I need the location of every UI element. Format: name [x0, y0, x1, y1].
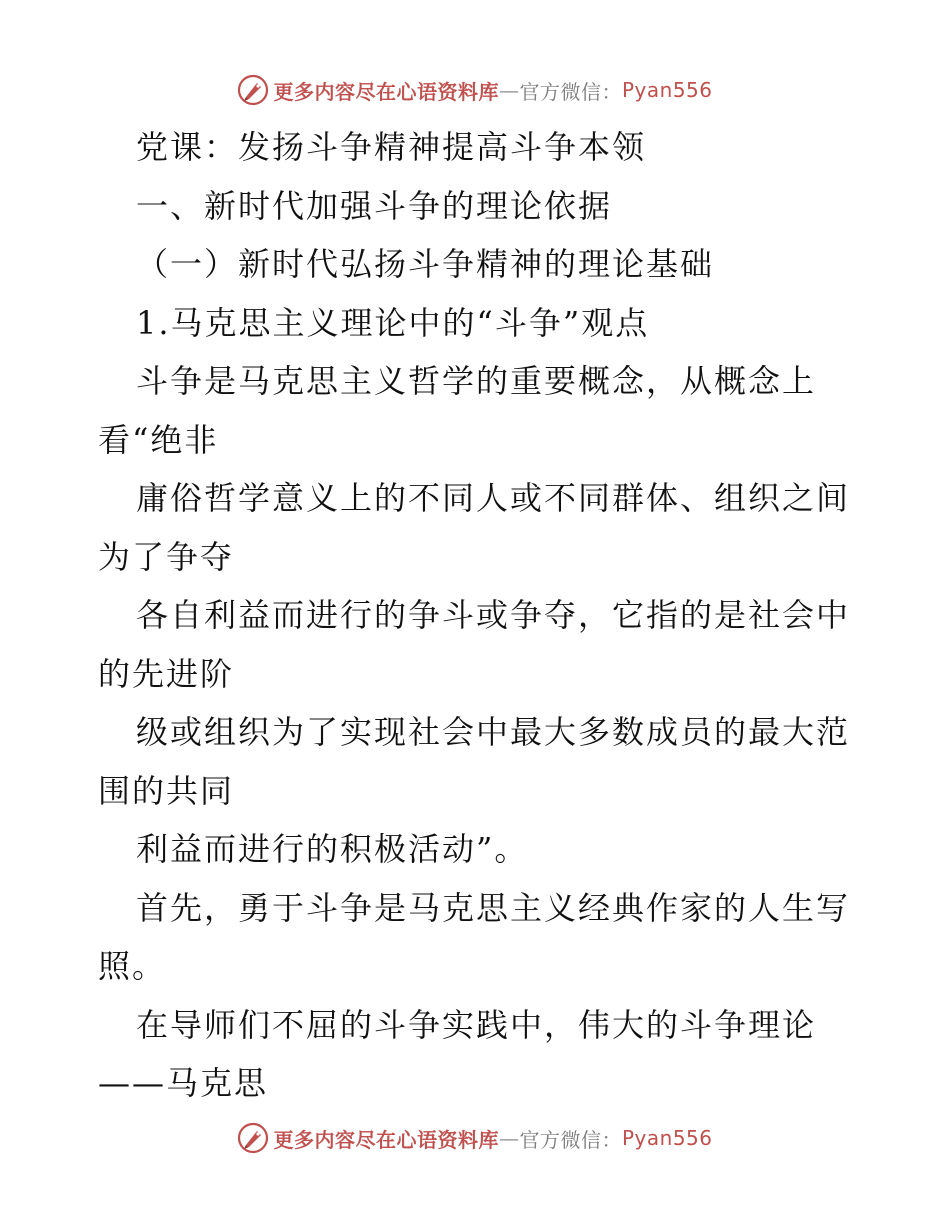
watermark-wechat-label: 官方微信： [519, 1127, 622, 1152]
subsection-heading: （一）新时代弘扬斗争精神的理论基础 [136, 245, 715, 283]
text-line: 看“绝非 [98, 420, 219, 459]
text-line: 利益而进行的积极活动”。 [136, 830, 529, 868]
text-line: 的先进阶 [98, 654, 235, 693]
text-line: 照。 [98, 947, 167, 985]
text-line: 庸俗哲学意义上的不同人或不同群体、组织之间 [136, 479, 851, 517]
text-line: 级或组织为了实现社会中最大多数成员的最大范 [136, 713, 851, 751]
watermark-wechat-id: Pyan556 [621, 78, 713, 102]
watermark-dash: — [498, 1126, 520, 1150]
text-line: 围的共同 [98, 771, 235, 810]
text-line: 在导师们不屈的斗争实践中，伟大的斗争理论 [136, 1005, 817, 1044]
watermark-wechat-label: 官方微信： [519, 79, 622, 104]
header-watermark [0, 70, 950, 110]
watermark-brand-text: 更多内容尽在心语资料库 [273, 1127, 499, 1152]
document-body [98, 118, 868, 1113]
text-line: 为了争夺 [98, 537, 235, 576]
watermark-dash: — [498, 78, 520, 102]
point-heading: 1.马克思主义理论中的“斗争”观点 [136, 303, 650, 342]
text-line: 首先，勇于斗争是马克思主义经典作家的人生写 [136, 888, 851, 927]
watermark-brand-text: 更多内容尽在心语资料库 [273, 79, 499, 104]
watermark-wechat-id: Pyan556 [621, 1126, 713, 1150]
pen-nib-logo-icon [237, 74, 269, 106]
document-title: 党课：发扬斗争精神提高斗争本领 [136, 128, 647, 166]
section-heading: 一、新时代加强斗争的理论依据 [136, 186, 613, 225]
text-line: ——马克思 [98, 1064, 269, 1102]
footer-watermark [0, 1118, 950, 1158]
pen-nib-logo-icon [237, 1122, 269, 1154]
text-line: 斗争是马克思主义哲学的重要概念，从概念上 [136, 362, 817, 400]
text-line: 各自利益而进行的争斗或争夺，它指的是社会中 [136, 596, 851, 634]
